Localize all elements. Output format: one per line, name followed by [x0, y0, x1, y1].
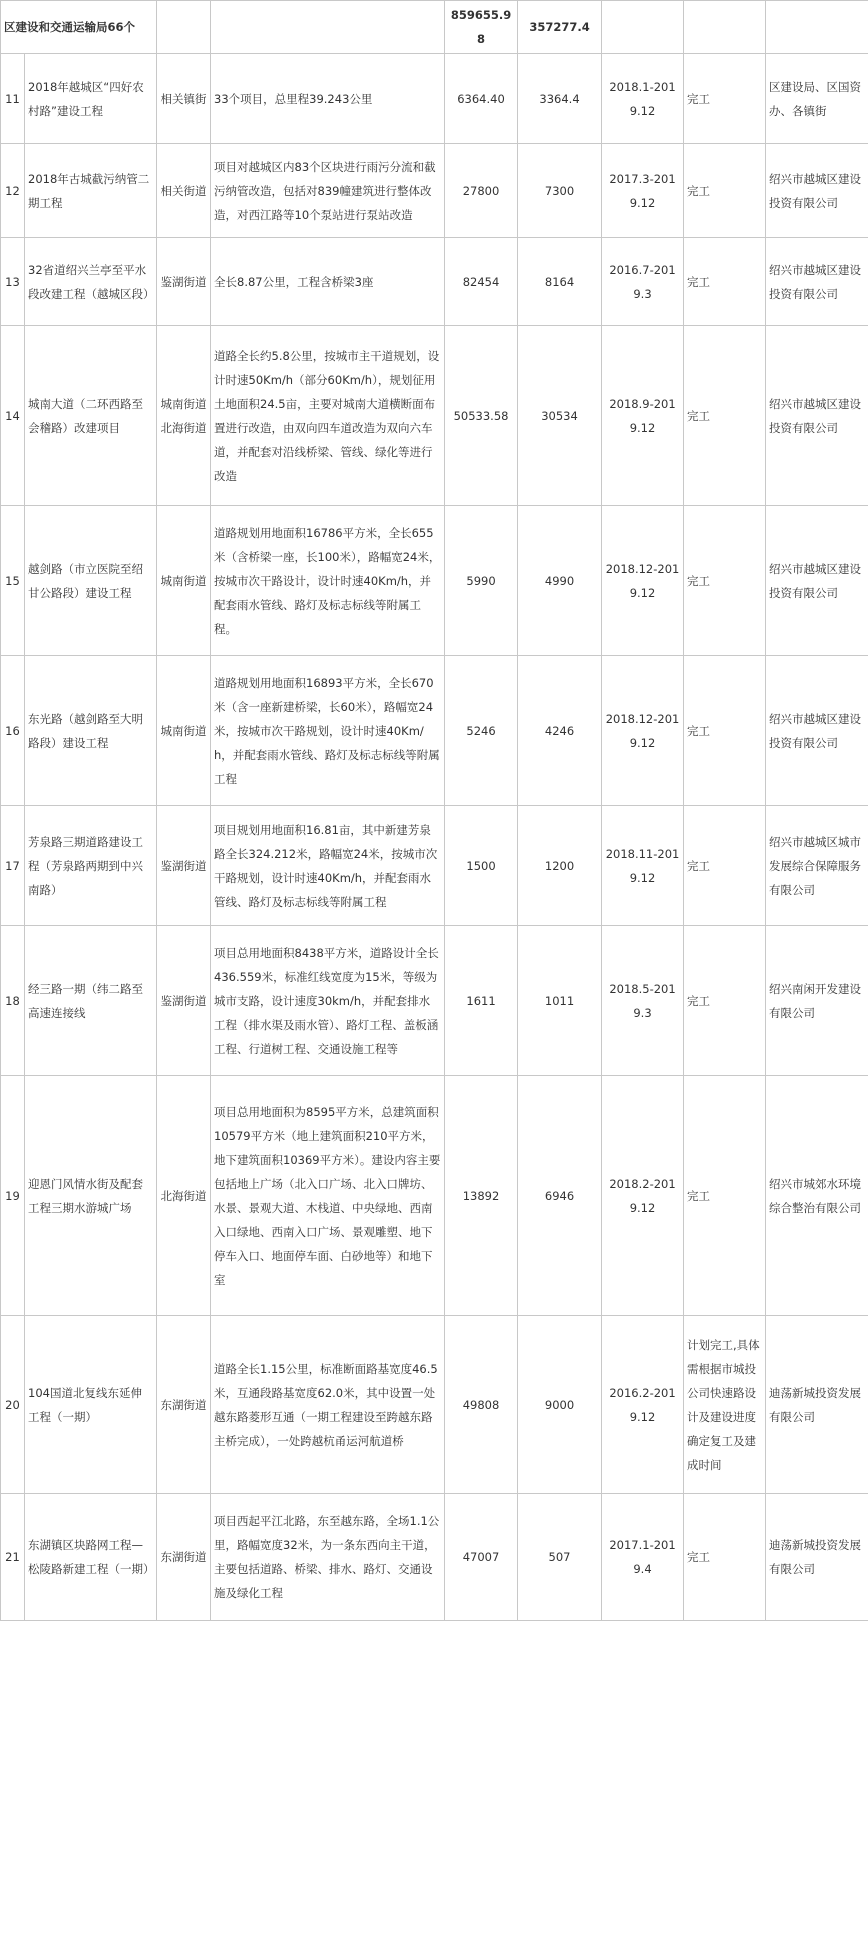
project-content: 项目对越城区内83个区块进行雨污分流和截污纳管改造，包括对839幢建筑进行整体改造，对西江路等10个泵站进行泵站改造 — [211, 144, 445, 238]
table-row — [1, 238, 868, 326]
responsible-unit: 绍兴南闲开发建设有限公司 — [766, 926, 868, 1076]
construction-period: 2018.12-2019.12 — [602, 656, 684, 806]
header-empty-cell — [602, 1, 684, 54]
construction-period: 2018.2-2019.12 — [602, 1076, 684, 1316]
project-content: 项目总用地面积为8595平方米，总建筑面积10579平方米（地上建筑面积210平方米，地下建筑面积10369平方米）。建设内容主要包括地上广场（北入口广场、北入口牌坊、水景、景观大道、木栈道、中央绿地、西南入口绿地、西南入口广场、景观雕塑、地下停车入口、地面停车面、白砂地等）和地下室 — [211, 1076, 445, 1316]
project-name: 104国道北复线东延伸工程（一期） — [25, 1316, 157, 1494]
table-row — [1, 926, 868, 1076]
project-location: 城南街道 — [157, 656, 211, 806]
table-row — [1, 1494, 868, 1621]
total-investment: 82454 — [445, 238, 518, 326]
project-location: 城南街道 北海街道 — [157, 326, 211, 506]
project-location: 鉴湖街道 — [157, 806, 211, 926]
total-investment: 27800 — [445, 144, 518, 238]
table-row — [1, 326, 868, 506]
header-empty-cell — [157, 1, 211, 54]
project-location: 城南街道 — [157, 506, 211, 656]
project-name: 2018年古城截污纳管二期工程 — [25, 144, 157, 238]
responsible-unit: 迪荡新城投资发展有限公司 — [766, 1494, 868, 1621]
category-completed-total: 357277.4 — [518, 1, 602, 54]
project-content: 项目规划用地面积16.81亩，其中新建芳泉路全长324.212米，路幅宽24米，按城市次干路规划，设计时速40Km/h，并配套雨水管线、路灯及标志标线等附属工程 — [211, 806, 445, 926]
completed-investment: 9000 — [518, 1316, 602, 1494]
row-number: 13 — [1, 238, 25, 326]
category-investment-total: 859655.98 — [445, 1, 518, 54]
project-name: 越剑路（市立医院至绍甘公路段）建设工程 — [25, 506, 157, 656]
responsible-unit: 绍兴市越城区建设投资有限公司 — [766, 144, 868, 238]
row-number: 20 — [1, 1316, 25, 1494]
responsible-unit: 绍兴市越城区建设投资有限公司 — [766, 656, 868, 806]
project-status: 完工 — [684, 926, 766, 1076]
row-number: 12 — [1, 144, 25, 238]
table-row — [1, 54, 868, 144]
completed-investment: 1011 — [518, 926, 602, 1076]
construction-period: 2017.3-2019.12 — [602, 144, 684, 238]
total-investment: 5246 — [445, 656, 518, 806]
completed-investment: 8164 — [518, 238, 602, 326]
responsible-unit: 绍兴市越城区建设投资有限公司 — [766, 506, 868, 656]
project-name: 2018年越城区“四好农村路”建设工程 — [25, 54, 157, 144]
project-status: 计划完工,具体需根据市城投公司快速路设计及建设进度确定复工及建成时间 — [684, 1316, 766, 1494]
row-number: 21 — [1, 1494, 25, 1621]
completed-investment: 507 — [518, 1494, 602, 1621]
project-name: 东湖镇区块路网工程—松陵路新建工程（一期） — [25, 1494, 157, 1621]
project-location: 北海街道 — [157, 1076, 211, 1316]
table-row — [1, 144, 868, 238]
project-content: 项目西起平江北路，东至越东路，全场1.1公里，路幅宽度32米，为一条东西向主干道，主要包括道路、桥梁、排水、路灯、交通设施及绿化工程 — [211, 1494, 445, 1621]
construction-period: 2016.7-2019.3 — [602, 238, 684, 326]
project-location: 东湖街道 — [157, 1494, 211, 1621]
category-title: 区建设和交通运输局66个 — [1, 1, 157, 54]
construction-period: 2018.5-2019.3 — [602, 926, 684, 1076]
total-investment: 13892 — [445, 1076, 518, 1316]
completed-investment: 6946 — [518, 1076, 602, 1316]
row-number: 11 — [1, 54, 25, 144]
table-row — [1, 1316, 868, 1494]
project-name: 芳泉路三期道路建设工程（芳泉路两期到中兴南路） — [25, 806, 157, 926]
total-investment: 5990 — [445, 506, 518, 656]
row-number: 17 — [1, 806, 25, 926]
header-empty-cell — [684, 1, 766, 54]
project-content: 全长8.87公里，工程含桥梁3座 — [211, 238, 445, 326]
completed-investment: 4246 — [518, 656, 602, 806]
project-name: 经三路一期（纬二路至高速连接线 — [25, 926, 157, 1076]
construction-period: 2018.12-2019.12 — [602, 506, 684, 656]
total-investment: 49808 — [445, 1316, 518, 1494]
project-location: 鉴湖街道 — [157, 926, 211, 1076]
project-status: 完工 — [684, 656, 766, 806]
project-status: 完工 — [684, 506, 766, 656]
completed-investment: 30534 — [518, 326, 602, 506]
row-number: 18 — [1, 926, 25, 1076]
header-empty-cell — [766, 1, 868, 54]
construction-period: 2018.1-2019.12 — [602, 54, 684, 144]
responsible-unit: 区建设局、区国资办、各镇街 — [766, 54, 868, 144]
row-number: 19 — [1, 1076, 25, 1316]
row-number: 16 — [1, 656, 25, 806]
row-number: 15 — [1, 506, 25, 656]
total-investment: 1611 — [445, 926, 518, 1076]
project-status: 完工 — [684, 806, 766, 926]
construction-period: 2018.9-2019.12 — [602, 326, 684, 506]
project-content: 道路全长约5.8公里，按城市主干道规划，设计时速50Km/h（部分60Km/h），规划征用土地面积24.5亩，主要对城南大道横断面布置进行改造，由双向四车道改造为双向六车道，并配套对沿线桥梁、管线、绿化等进行改造 — [211, 326, 445, 506]
responsible-unit: 迪荡新城投资发展有限公司 — [766, 1316, 868, 1494]
completed-investment: 3364.4 — [518, 54, 602, 144]
responsible-unit: 绍兴市越城区建设投资有限公司 — [766, 326, 868, 506]
responsible-unit: 绍兴市越城区城市发展综合保障服务有限公司 — [766, 806, 868, 926]
total-investment: 6364.40 — [445, 54, 518, 144]
project-content: 道路规划用地面积16893平方米，全长670米（含一座新建桥梁，长60米），路幅宽24米，按城市次干路规划，设计时速40Km/h，并配套雨水管线、路灯及标志标线等附属工程 — [211, 656, 445, 806]
project-name: 城南大道（二环西路至会稽路）改建项目 — [25, 326, 157, 506]
total-investment: 47007 — [445, 1494, 518, 1621]
project-status: 完工 — [684, 1494, 766, 1621]
construction-period: 2017.1-2019.4 — [602, 1494, 684, 1621]
total-investment: 50533.58 — [445, 326, 518, 506]
table-row — [1, 656, 868, 806]
project-content: 道路规划用地面积16786平方米，全长655米（含桥梁一座，长100米），路幅宽24米，按城市次干路设计，设计时速40Km/h，并配套雨水管线、路灯及标志标线等附属工程。 — [211, 506, 445, 656]
project-status: 完工 — [684, 1076, 766, 1316]
project-status: 完工 — [684, 144, 766, 238]
header-empty-cell — [211, 1, 445, 54]
category-header-row — [1, 1, 868, 54]
project-content: 项目总用地面积8438平方米，道路设计全长436.559米，标准红线宽度为15米，等级为城市支路，设计速度30km/h，并配套排水工程（排水渠及雨水管）、路灯工程、盖板涵工程、行道树工程、交通设施工程等 — [211, 926, 445, 1076]
total-investment: 1500 — [445, 806, 518, 926]
table-row — [1, 1076, 868, 1316]
construction-period: 2018.11-2019.12 — [602, 806, 684, 926]
project-name: 东光路（越剑路至大明路段）建设工程 — [25, 656, 157, 806]
completed-investment: 7300 — [518, 144, 602, 238]
completed-investment: 1200 — [518, 806, 602, 926]
project-status: 完工 — [684, 54, 766, 144]
completed-investment: 4990 — [518, 506, 602, 656]
table-row — [1, 806, 868, 926]
project-location: 东湖街道 — [157, 1316, 211, 1494]
project-status: 完工 — [684, 326, 766, 506]
project-status: 完工 — [684, 238, 766, 326]
construction-period: 2016.2-2019.12 — [602, 1316, 684, 1494]
row-number: 14 — [1, 326, 25, 506]
responsible-unit: 绍兴市城郊水环境综合整治有限公司 — [766, 1076, 868, 1316]
project-location: 相关镇街 — [157, 54, 211, 144]
project-location: 鉴湖街道 — [157, 238, 211, 326]
project-content: 33个项目，总里程39.243公里 — [211, 54, 445, 144]
project-location: 相关街道 — [157, 144, 211, 238]
project-name: 迎恩门风情水街及配套工程三期水游城广场 — [25, 1076, 157, 1316]
project-content: 道路全长1.15公里，标准断面路基宽度46.5米，互通段路基宽度62.0米，其中设置一处越东路菱形互通（一期工程建设至跨越东路主桥完成），一处跨越杭甬运河航道桥 — [211, 1316, 445, 1494]
project-name: 32省道绍兴兰亭至平水段改建工程（越城区段） — [25, 238, 157, 326]
table-row — [1, 506, 868, 656]
responsible-unit: 绍兴市越城区建设投资有限公司 — [766, 238, 868, 326]
